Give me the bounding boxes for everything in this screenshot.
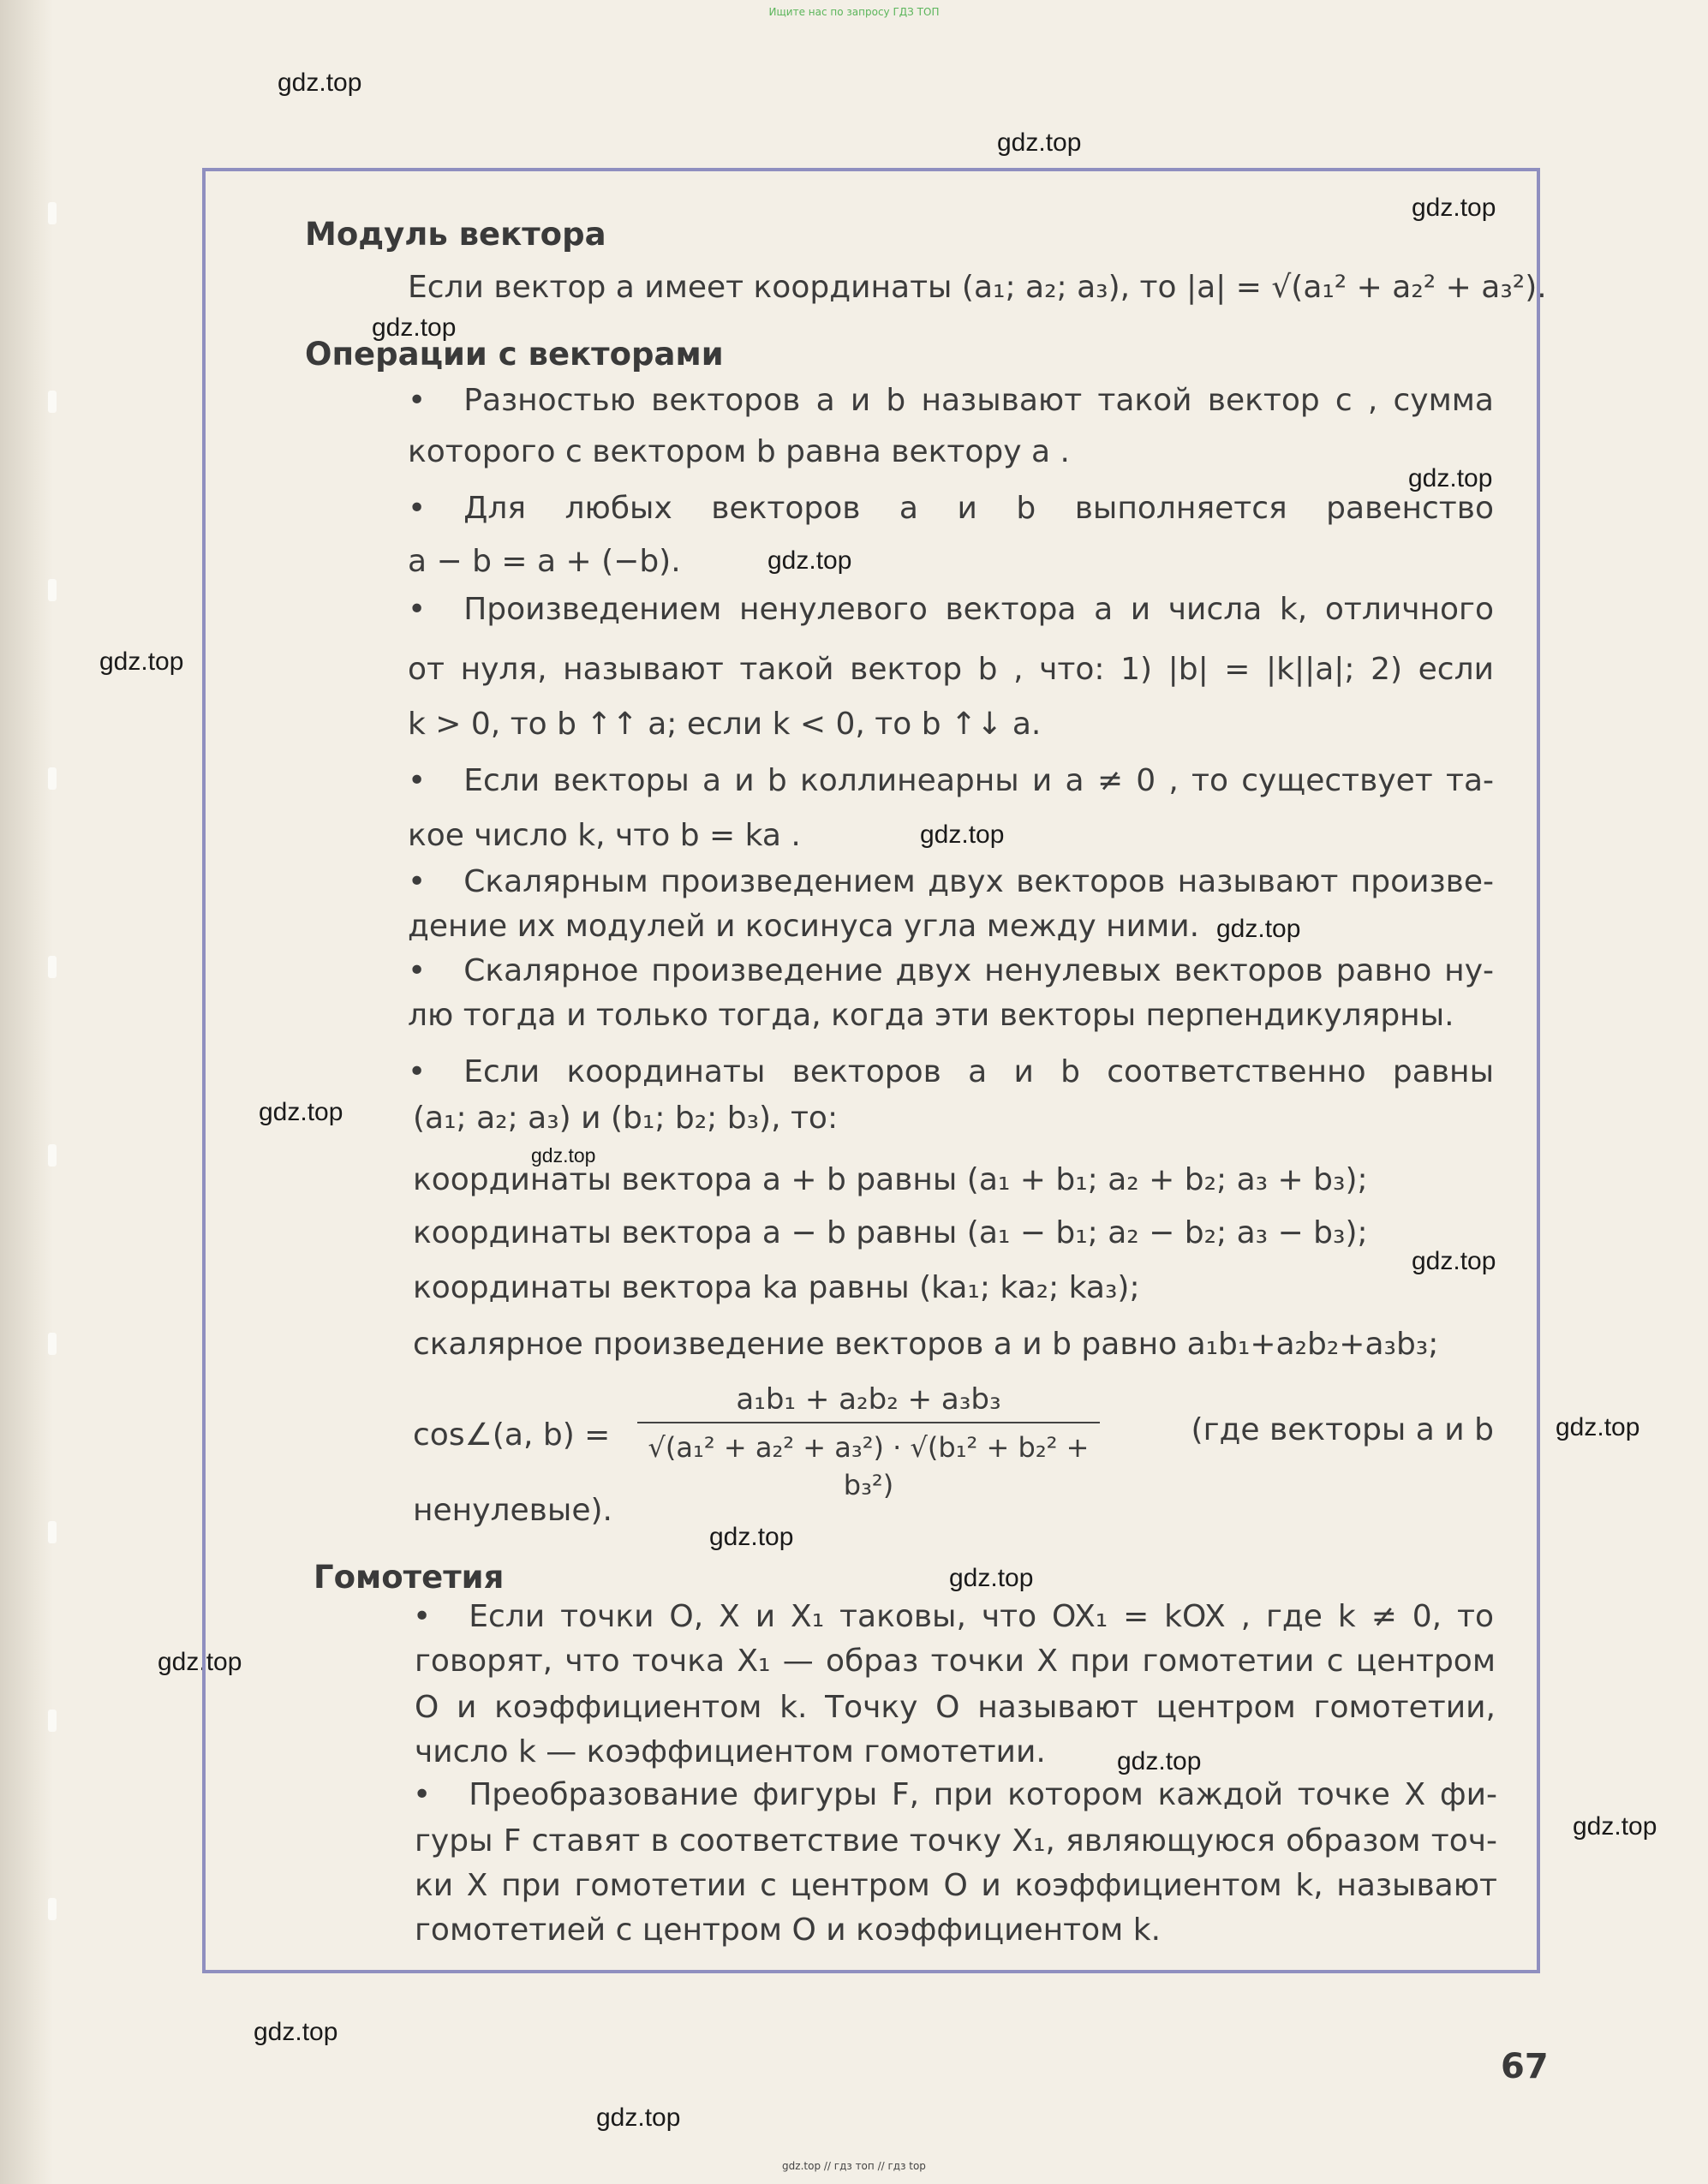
watermark: gdz.top [709, 1523, 794, 1551]
watermark: gdz.top [1412, 1247, 1496, 1275]
binding-hole [48, 1521, 57, 1543]
text-line: Если вектор a имеет координаты (a₁; a₂; a₃), то |a| = √(a₁² + a₂² + a₃²). [408, 270, 1547, 305]
bullet-line [408, 954, 1494, 988]
fraction-numerator: a₁b₁ + a₂b₂ + a₃b₃ [637, 1381, 1100, 1423]
watermark: gdz.top [372, 313, 457, 342]
binding-hole [48, 1710, 57, 1732]
text-line: ненулевые). [413, 1493, 612, 1528]
section-title-operacii: Операции с векторами [305, 336, 724, 373]
text-line: a − b = a + (−b). [408, 544, 681, 579]
fraction-denominator: √(a₁² + a₂² + a₃²) · √(b₁² + b₂² + b₃²) [648, 1431, 1090, 1501]
text-line: k > 0, то b ↑↑ a; если k < 0, то b ↑↓ a. [408, 707, 1042, 742]
watermark: gdz.top [920, 820, 1005, 849]
binding-hole [48, 767, 57, 790]
text-line: Скалярное произведение двух ненулевых векторов равно ну- [463, 953, 1494, 988]
text-line: Скалярным произведением двух векторов называют произве- [463, 864, 1494, 899]
text-line: координаты вектора ka равны (ka₁; ka₂; ka₃); [413, 1270, 1140, 1305]
watermark: gdz.top [531, 1144, 596, 1167]
text-line: Преобразование фигуры F, при котором каждой точке X фи- [469, 1777, 1497, 1812]
text-line: гуры F ставят в соответствие точку X₁, являющуюся образом точ- [415, 1823, 1497, 1859]
text-line: кое число k, что b = ka . [408, 818, 801, 853]
text-line: гомотетией с центром O и коэффициентом k. [415, 1912, 1162, 1948]
binding-hole [48, 956, 57, 978]
watermark: gdz.top [99, 647, 184, 676]
text-line: от нуля, называют такой вектор b , что: 1) |b| = |k||a|; 2) если [408, 652, 1494, 687]
bottom-note: gdz.top // гдз топ // гдз top [782, 2160, 926, 2172]
text-line: дение их модулей и косинуса угла между ними. [408, 909, 1200, 944]
binding-hole [48, 1333, 57, 1355]
formula-right: (где векторы a и b [1191, 1412, 1494, 1447]
bullet-line [408, 764, 1494, 798]
section-title-gomotetiya: Гомотетия [314, 1559, 505, 1596]
text-line: лю тогда и только тогда, когда эти векторы перпендикулярны. [408, 998, 1454, 1033]
binding-hole [48, 1898, 57, 1920]
text-line: ки X при гомотетии с центром O и коэффициентом k, называют [415, 1868, 1497, 1903]
bullet-line [408, 865, 1494, 899]
watermark: gdz.top [1412, 194, 1496, 222]
watermark: gdz.top [1573, 1812, 1657, 1841]
text-line: говорят, что точка X₁ — образ точки X при гомотетии с центром [415, 1644, 1496, 1679]
text-line: (a₁; a₂; a₃) и (b₁; b₂; b₃), то: [413, 1101, 839, 1136]
watermark: gdz.top [278, 69, 362, 97]
text-line: координаты вектора a − b равны (a₁ − b₁; a₂ − b₂; a₃ − b₃); [413, 1215, 1368, 1250]
bullet-line [408, 492, 1494, 526]
text-line: Если координаты векторов a и b соответственно равны [463, 1054, 1494, 1089]
binding-hole [48, 579, 57, 601]
text-line: скалярное произведение векторов a и b равно a₁b₁+a₂b₂+a₃b₃; [413, 1327, 1439, 1362]
watermark: gdz.top [1556, 1413, 1640, 1441]
watermark: gdz.top [997, 128, 1082, 157]
binding-hole [48, 202, 57, 224]
text-line: Если векторы a и b коллинеарны и a ≠ 0 , то существует та- [463, 763, 1494, 798]
watermark: gdz.top [158, 1648, 242, 1676]
binding-hole [48, 391, 57, 413]
text-line: Разностью векторов a и b называют такой вектор c , сумма [463, 383, 1494, 418]
page-number: 67 [1501, 2047, 1549, 2086]
bullet-line [408, 384, 1494, 418]
formula-left: cos∠(a, b) = [413, 1417, 611, 1453]
text-line: которого с вектором b равна вектору a . [408, 434, 1070, 469]
text-line: число k — коэффициентом гомотетии. [415, 1734, 1046, 1769]
watermark: gdz.top [254, 2018, 338, 2046]
bullet-line [408, 593, 1494, 627]
text-line: координаты вектора a + b равны (a₁ + b₁; a₂ + b₂; a₃ + b₃); [413, 1162, 1368, 1197]
watermark: gdz.top [1117, 1747, 1202, 1775]
cosine-fraction [637, 1381, 1100, 1504]
text-line: Произведением ненулевого вектора a и числа k, отличного [463, 592, 1494, 627]
bullet-line [408, 1055, 1494, 1089]
bullet-line [413, 1600, 1494, 1634]
watermark: gdz.top [767, 546, 852, 575]
text-line: O и коэффициентом k. Точку O называют центром гомотетии, [415, 1690, 1496, 1725]
watermark: gdz.top [1408, 464, 1493, 492]
binding-hole [48, 1144, 57, 1167]
watermark: gdz.top [259, 1098, 343, 1126]
text-line: Для любых векторов a и b выполняется равенство [463, 491, 1494, 526]
bullet-line [413, 1778, 1497, 1812]
text-line: Если точки O, X и X₁ таковы, что OX₁ = kOX , где k ≠ 0, то [469, 1599, 1494, 1634]
watermark: gdz.top [949, 1564, 1034, 1592]
watermark: gdz.top [596, 2103, 681, 2132]
book-spine-shadow [0, 0, 53, 2184]
watermark: gdz.top [1216, 915, 1301, 943]
section-title-modul: Модуль вектора [305, 216, 606, 253]
top-note: Ищите нас по запросу ГДЗ ТОП [768, 6, 940, 18]
